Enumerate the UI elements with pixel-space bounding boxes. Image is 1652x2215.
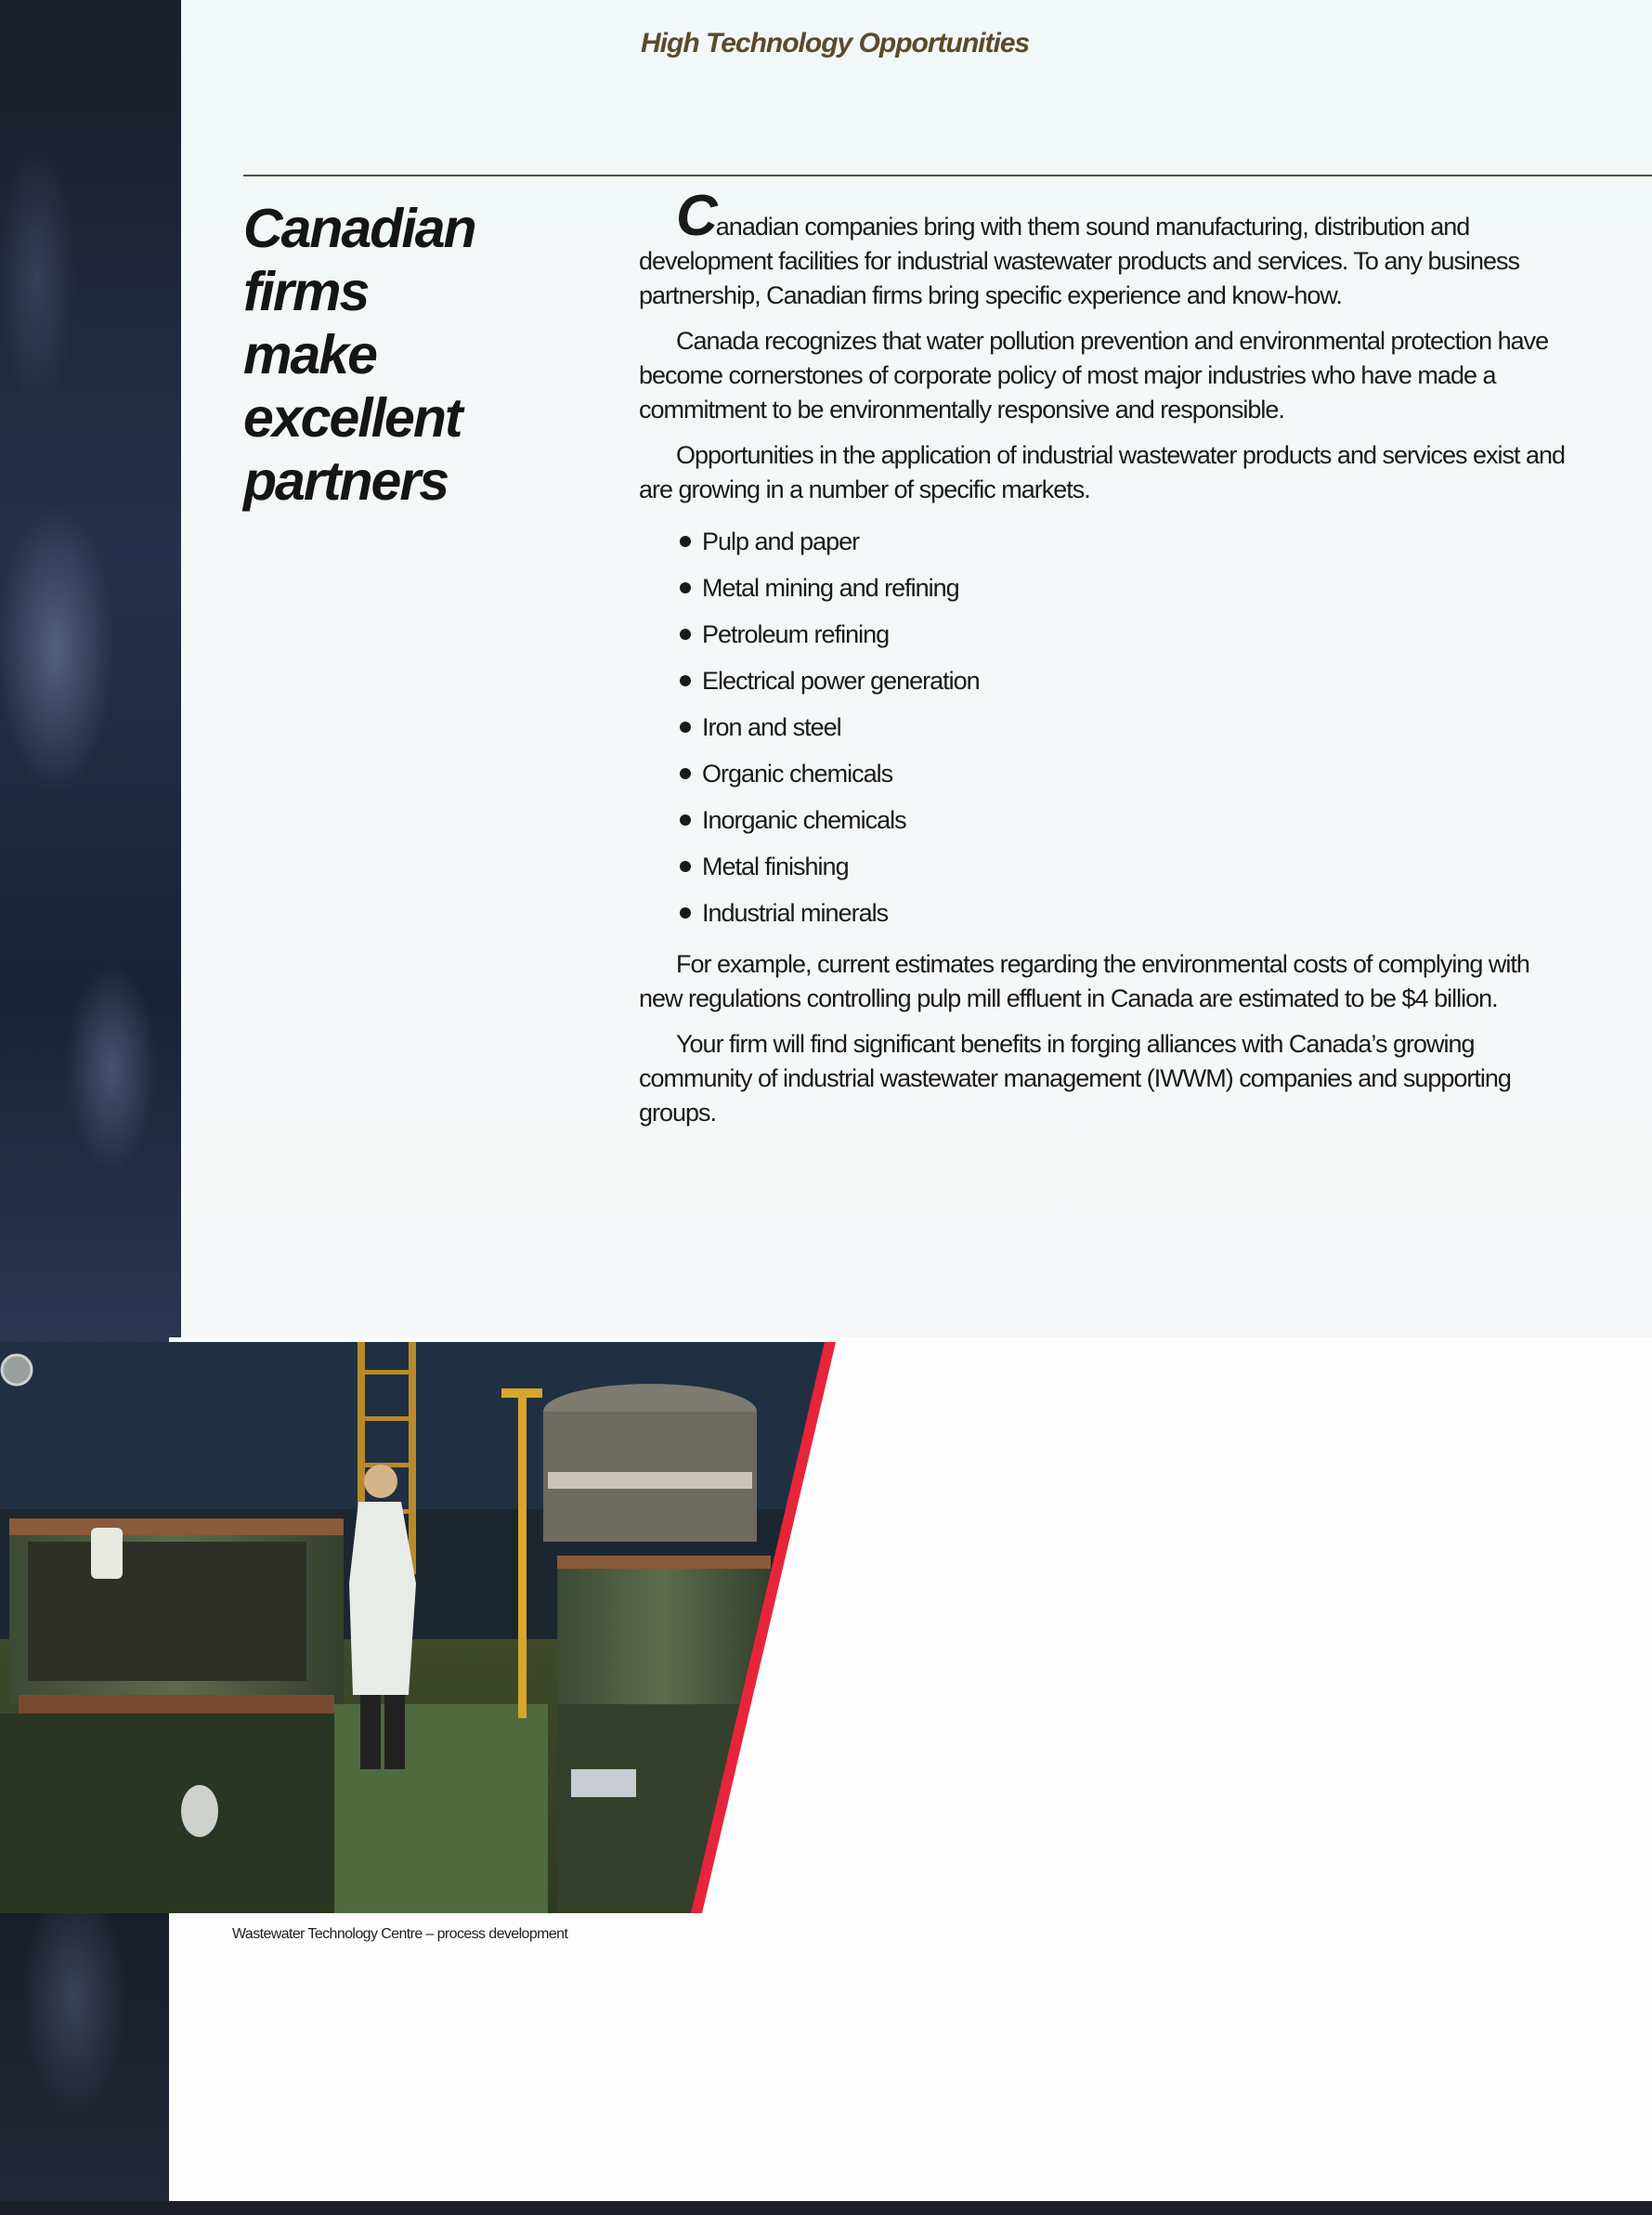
intro-paragraph-text: anadian companies bring with them sound manufacturing, distribution and development facilities for industrial wastewater products and services. To any business partnership, Canadian firms bring specific experience and know-how. <box>639 213 1520 309</box>
photo-caption: Wastewater Technology Centre – process development <box>232 1926 568 1942</box>
headline-line-2: make excellent <box>243 324 462 449</box>
headline-line-1: Canadian firms <box>243 198 475 322</box>
list-item-label: Iron and steel <box>702 713 841 741</box>
list-item-label: Organic chemicals <box>702 760 893 788</box>
list-item <box>680 704 1572 750</box>
bullet-icon <box>680 582 691 593</box>
cost-estimate-paragraph: For example, current estimates regarding the environmental costs of complying with new regulations controlling pulp mill effluent in Canada are estimated to be $4 billion. <box>639 950 1529 1012</box>
bullet-icon <box>680 861 691 872</box>
lab-photo <box>0 1342 836 1913</box>
list-item-label: Pulp and paper <box>702 528 860 555</box>
drop-cap: C <box>676 184 716 248</box>
list-item-label: Metal finishing <box>702 853 849 880</box>
list-item-label: Petroleum refining <box>702 620 890 648</box>
list-item <box>680 890 1572 936</box>
header-rule <box>243 175 1652 176</box>
bullet-icon <box>680 675 691 686</box>
photo-scene <box>0 1342 836 1913</box>
list-item <box>680 750 1572 797</box>
bottom-edge <box>0 2201 1652 2215</box>
bullet-icon <box>680 629 691 640</box>
list-item <box>680 518 1572 565</box>
intro-paragraph <box>639 184 1572 313</box>
list-item <box>680 797 1572 843</box>
body-text <box>639 184 1572 1141</box>
list-item-label: Inorganic chemicals <box>702 806 906 834</box>
bullet-icon <box>680 907 691 919</box>
bullet-icon <box>680 814 691 826</box>
pollution-paragraph: Canada recognizes that water pollution prevention and environmental protection have become cornerstones of corporate policy of most major industries who have made a commitment to be environmentally responsive and responsible. <box>639 327 1549 423</box>
list-item-label: Electrical power generation <box>702 667 980 695</box>
list-item <box>680 611 1572 658</box>
headline-line-3: partners <box>243 450 449 512</box>
section-headline <box>243 197 559 513</box>
alliances-paragraph: Your firm will find significant benefits in forging alliances with Canada’s growing community of industrial wastewater management (IWWM) companies and supporting groups. <box>639 1030 1511 1127</box>
list-item-label: Metal mining and refining <box>702 574 959 602</box>
running-header: High Technology Opportunities <box>641 28 1030 59</box>
bullet-icon <box>680 536 691 547</box>
list-item-label: Industrial minerals <box>702 899 889 927</box>
bullet-icon <box>680 768 691 779</box>
list-item <box>680 658 1572 704</box>
opportunities-paragraph: Opportunities in the application of industrial wastewater products and services exist and are growing in a number of specific markets. <box>639 441 1566 503</box>
bullet-icon <box>680 722 691 733</box>
markets-list <box>639 518 1572 936</box>
list-item <box>680 565 1572 611</box>
list-item <box>680 843 1572 890</box>
